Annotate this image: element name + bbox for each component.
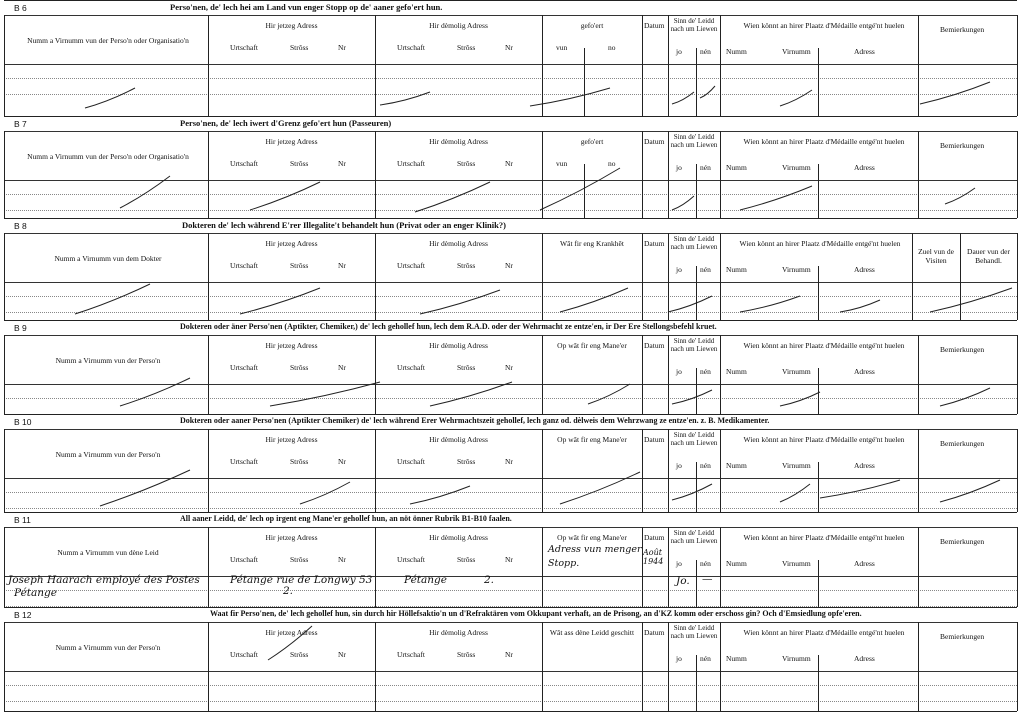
section-title: Dokteren oder äner Perso'nen (Aptikter, Chemiker,) de' lech gehollef hun, lech dem R.A.D. oder der Wehrmacht ze entze'en, ir Der Ere Stellongsbefehl kruet. [180, 322, 717, 331]
alive-header: Sinn de' Leidd nach um Liewen [670, 624, 718, 640]
medal-header: Wien könnt an hirer Plaatz d'Médaille entgé'nt huelen [743, 435, 905, 444]
header-bottom-line [4, 282, 1017, 283]
column-divider [4, 131, 5, 218]
former-address-header: Hir dèmolig Adress [429, 21, 488, 30]
no-label: nén [700, 367, 711, 376]
column-divider [4, 622, 5, 711]
section-border-top [4, 116, 1017, 117]
former-place-label: Urtschaft [397, 650, 425, 659]
column-divider [642, 15, 643, 116]
current-place-label: Urtschaft [230, 363, 258, 372]
title-underline [4, 335, 1017, 336]
section-code: B 10 [14, 417, 32, 427]
current-address-header: Hir jetzeg Adress [265, 435, 318, 444]
remarks-header: Bemierkungen [940, 141, 985, 150]
column-divider [720, 335, 721, 414]
medal-header: Wien könnt an hirer Plaatz d'Médaille entgé'nt huelen [739, 239, 901, 248]
former-nr-label: Nr [505, 43, 513, 52]
current-nr-label: Nr [338, 555, 346, 564]
current-place-label: Urtschaft [230, 261, 258, 270]
yes-label: jo [676, 47, 682, 56]
handwritten-town: Pétange [14, 587, 57, 599]
row-dotted-line [4, 194, 1017, 195]
column-divider [720, 429, 721, 512]
column-divider [4, 429, 5, 512]
column-divider [720, 233, 721, 320]
medal-name-label: Numm [726, 47, 747, 56]
current-street-label: Strôss [290, 159, 309, 168]
current-street-label: Strôss [290, 363, 309, 372]
medal-address-label: Adress [854, 163, 875, 172]
yes-no-divider [696, 560, 697, 607]
column-divider [918, 131, 919, 218]
handwritten-name: Joseph Haarach employé des Postes [8, 574, 200, 586]
former-nr-label: Nr [505, 555, 513, 564]
datum-header: Datum [644, 533, 665, 542]
from-label: vun [556, 43, 568, 52]
former-street-label: Strôss [457, 555, 476, 564]
header-bottom-line [4, 671, 1017, 672]
former-nr-label: Nr [505, 363, 513, 372]
current-nr-label: Nr [338, 261, 346, 270]
former-street-label: Strôss [457, 363, 476, 372]
row-dotted-line [4, 701, 1017, 702]
medal-firstname-label: Virnumm [782, 265, 811, 274]
medal-address-label: Adress [854, 47, 875, 56]
former-address-header: Hir dèmolig Adress [429, 341, 488, 350]
datum-header: Datum [644, 341, 665, 350]
medal-divider [818, 368, 819, 414]
current-street-label: Strôss [290, 555, 309, 564]
column4-header: gefo'ert [580, 21, 604, 30]
column4-header: Op wât fir eng Mane'er [557, 435, 627, 444]
column-divider [918, 429, 919, 512]
yes-no-divider [696, 266, 697, 320]
column-divider [720, 622, 721, 711]
remarks-header: Bemierkungen [940, 439, 985, 448]
section-border-top [4, 218, 1017, 219]
medal-address-label: Adress [854, 654, 875, 663]
former-place-label: Urtschaft [397, 363, 425, 372]
medal-header: Wien könnt an hirer Plaatz d'Médaille entgé'nt huelen [743, 137, 905, 146]
page-bottom-line [4, 711, 1017, 712]
row-dotted-line [4, 508, 1017, 509]
column4-header: Wât ass dène Leidd geschitt [549, 628, 635, 637]
handwritten-former-nr: 2. [484, 574, 495, 586]
row-dotted-line [4, 398, 1017, 399]
row-dotted-line [4, 312, 1017, 313]
yes-no-divider [696, 48, 697, 116]
current-address-header: Hir jetzeg Adress [265, 628, 318, 637]
current-address-header: Hir jetzeg Adress [265, 137, 318, 146]
former-place-label: Urtschaft [397, 159, 425, 168]
section-code: B 11 [14, 515, 31, 525]
column-divider [1017, 429, 1018, 512]
handwritten-yes: Jo. [676, 575, 690, 587]
title-underline [4, 131, 1017, 132]
datum-header: Datum [644, 628, 665, 637]
column-divider [1017, 15, 1018, 116]
medal-name-label: Numm [726, 163, 747, 172]
column4-header: Op wât fir eng Mane'er [557, 533, 627, 542]
former-address-header: Hir dèmolig Adress [429, 533, 488, 542]
medal-name-label: Numm [726, 367, 747, 376]
medal-name-label: Numm [726, 265, 747, 274]
section-title: Waat fir Perso'nen, de' lech gehollef hun, sin durch hir Höllefsaktio'n un d'Refraktären vom Okkupant verhaft, an de Prisong, an d'KZ komm oder erschoss gin? Och d'Emsiedlung opfe'eren. [210, 609, 862, 618]
column-divider [4, 335, 5, 414]
no-label: nén [700, 163, 711, 172]
column-divider [4, 15, 5, 116]
medal-firstname-label: Virnumm [782, 47, 811, 56]
handwritten-current-nr: 2. [283, 585, 294, 597]
section-border-top [4, 512, 1017, 513]
former-address-header: Hir dèmolig Adress [429, 239, 488, 248]
column-divider [960, 233, 961, 320]
header-bottom-line [4, 64, 1017, 65]
header-bottom-line [4, 384, 1017, 385]
column-divider [918, 335, 919, 414]
remarks-header: Bemierkungen [940, 25, 985, 34]
current-address-header: Hir jetzeg Adress [265, 341, 318, 350]
remarks-header: Bemierkungen [940, 537, 985, 546]
former-street-label: Strôss [457, 43, 476, 52]
medal-name-label: Numm [726, 559, 747, 568]
no-label: nén [700, 47, 711, 56]
row-dotted-line [4, 296, 1017, 297]
column-divider [642, 335, 643, 414]
title-underline [4, 527, 1017, 528]
column4-header: Wât fir eng Krankhêt [560, 239, 624, 248]
current-street-label: Strôss [290, 261, 309, 270]
datum-header: Datum [644, 435, 665, 444]
column-divider [4, 527, 5, 607]
medal-header: Wien könnt an hirer Plaatz d'Médaille entgé'nt huelen [743, 628, 905, 637]
yes-no-divider [696, 368, 697, 414]
current-street-label: Strôss [290, 43, 309, 52]
current-nr-label: Nr [338, 650, 346, 659]
no-label: nén [700, 265, 711, 274]
former-nr-label: Nr [505, 159, 513, 168]
current-street-label: Strôss [290, 457, 309, 466]
from-label: vun [556, 159, 568, 168]
section-code: B 12 [14, 610, 32, 620]
medal-divider [818, 462, 819, 512]
title-underline [4, 429, 1017, 430]
title-underline [4, 15, 1017, 16]
medal-address-label: Adress [854, 461, 875, 470]
medal-address-label: Adress [854, 367, 875, 376]
datum-header: Datum [644, 137, 665, 146]
yes-label: jo [676, 367, 682, 376]
yes-label: jo [676, 559, 682, 568]
section-border-top [4, 320, 1017, 321]
current-nr-label: Nr [338, 159, 346, 168]
section-title: Dokteren oder aaner Perso'nen (Aptikter Chemiker) de' lech während Erer Wehrmachtszeit gehollef, lech ganz od. dèlweis dem Wehrzwang ze entze'en. z. B. Medikamenter. [180, 416, 770, 425]
handwritten-current-address: Pétange rue de Longwy 53 [230, 574, 373, 586]
medal-divider [818, 266, 819, 320]
yes-label: jo [676, 163, 682, 172]
medal-divider [818, 655, 819, 711]
datum-header: Datum [644, 21, 665, 30]
former-address-header: Hir dèmolig Adress [429, 435, 488, 444]
column-name-header: Numm a Virnumm vun dem Dokter [54, 254, 162, 263]
former-street-label: Strôss [457, 650, 476, 659]
former-place-label: Urtschaft [397, 457, 425, 466]
remarks-header: Bemierkungen [940, 345, 985, 354]
medal-divider [818, 48, 819, 116]
yes-no-divider [696, 164, 697, 218]
section-title: Perso'nen, de' lech iwert d'Grenz gefo'ert hun (Passeuren) [180, 118, 392, 128]
medal-firstname-label: Virnumm [782, 654, 811, 663]
column-divider [918, 622, 919, 711]
column-divider [1017, 233, 1018, 320]
column-name-header: Numm a Virnumm vun der Perso'n oder Organisatio'n [27, 152, 189, 161]
former-nr-label: Nr [505, 650, 513, 659]
section-code: B 8 [14, 221, 27, 231]
column-name-header: Numm a Virnumm vun der Perso'n oder Organisatio'n [27, 36, 189, 45]
column-divider [642, 233, 643, 320]
column-name-header: Numm a Virnumm vun der Perso'n [55, 450, 161, 459]
column-divider [4, 233, 5, 320]
column4-header: gefo'ert [580, 137, 604, 146]
column-name-header: Numm a Virnumm vun dène Leid [57, 548, 159, 557]
yes-label: jo [676, 461, 682, 470]
section-border-top [4, 0, 1017, 1]
yes-label: jo [676, 654, 682, 663]
treatment-header: Dauer vun der Behandl. [967, 247, 1010, 265]
medal-header: Wien könnt an hirer Plaatz d'Médaille entgé'nt huelen [743, 341, 905, 350]
yes-no-divider [696, 462, 697, 512]
handwritten-former-address: Pétange [404, 574, 447, 586]
handwritten-manner: Adress vun menger [548, 544, 642, 555]
section-title: Dokteren de' lech während E'rer Illegalite't behandelt hun (Privat oder an enger Klinik?) [182, 220, 506, 230]
alive-header: Sinn de' Leidd nach um Liewen [670, 17, 718, 33]
column-name-header: Numm a Virnumm vun der Perso'n [55, 356, 161, 365]
medal-name-label: Numm [726, 461, 747, 470]
medal-address-label: Adress [854, 559, 875, 568]
column-divider [918, 527, 919, 607]
section-title: Perso'nen, de' lech hei am Land vun enger Stopp op de' aaner gefo'ert hun. [170, 2, 443, 12]
medal-firstname-label: Virnumm [782, 559, 811, 568]
row-dotted-line [4, 94, 1017, 95]
column-divider [642, 131, 643, 218]
handwritten-manner-2: Stopp. [548, 558, 580, 569]
alive-header: Sinn de' Leidd nach um Liewen [670, 133, 718, 149]
title-underline [4, 233, 1017, 234]
handwritten-date: Août 1944 [643, 548, 664, 566]
row-dotted-line [4, 492, 1017, 493]
medal-name-label: Numm [726, 654, 747, 663]
no-label: nén [700, 461, 711, 470]
current-nr-label: Nr [338, 363, 346, 372]
column-divider [1017, 622, 1018, 711]
column-divider [1017, 335, 1018, 414]
section-title: All aaner Leidd, de' lech op irgent eng Mane'er gehollef hun, an nöt önner Rubrik B1-B10 faalen. [180, 514, 512, 523]
from-to-divider [584, 164, 585, 218]
header-bottom-line [4, 180, 1017, 181]
former-address-header: Hir dèmolig Adress [429, 628, 488, 637]
current-place-label: Urtschaft [230, 43, 258, 52]
alive-header: Sinn de' Leidd nach um Liewen [670, 529, 718, 545]
medal-firstname-label: Virnumm [782, 461, 811, 470]
current-address-header: Hir jetzeg Adress [265, 21, 318, 30]
alive-header: Sinn de' Leidd nach um Liewen [670, 337, 718, 353]
column4-header: Op wât fir eng Mane'er [557, 341, 627, 350]
former-street-label: Strôss [457, 261, 476, 270]
column-divider [720, 15, 721, 116]
column-divider [720, 527, 721, 607]
section-code: B 9 [14, 323, 27, 333]
medal-address-label: Adress [854, 265, 875, 274]
row-dotted-line [4, 590, 1017, 591]
current-nr-label: Nr [338, 457, 346, 466]
former-address-header: Hir dèmolig Adress [429, 137, 488, 146]
to-label: no [608, 43, 616, 52]
column-divider [1017, 527, 1018, 607]
former-nr-label: Nr [505, 457, 513, 466]
from-to-divider [584, 48, 585, 116]
former-nr-label: Nr [505, 261, 513, 270]
section-border-top [4, 414, 1017, 415]
medal-header: Wien könnt an hirer Plaatz d'Médaille entgé'nt huelen [743, 533, 905, 542]
medal-firstname-label: Virnumm [782, 163, 811, 172]
former-place-label: Urtschaft [397, 43, 425, 52]
current-address-header: Hir jetzeg Adress [265, 239, 318, 248]
medal-divider [818, 164, 819, 218]
current-nr-label: Nr [338, 43, 346, 52]
yes-no-divider [696, 655, 697, 711]
medal-divider [818, 560, 819, 607]
section-code: B 7 [14, 119, 27, 129]
yes-label: jo [676, 265, 682, 274]
column-divider [642, 622, 643, 711]
row-dotted-line [4, 78, 1017, 79]
column-name-header: Numm a Virnumm vun der Perso'n [55, 643, 161, 652]
column-divider [918, 15, 919, 116]
alive-header: Sinn de' Leidd nach um Liewen [670, 431, 718, 447]
handwritten-dash: — [702, 573, 713, 585]
section-code: B 6 [14, 3, 27, 13]
column-divider [720, 131, 721, 218]
no-label: nén [700, 559, 711, 568]
medal-firstname-label: Virnumm [782, 367, 811, 376]
former-street-label: Strôss [457, 159, 476, 168]
to-label: no [608, 159, 616, 168]
section-border-top [4, 607, 1017, 608]
remarks-header: Bemierkungen [940, 632, 985, 641]
former-place-label: Urtschaft [397, 261, 425, 270]
current-street-label: Strôss [290, 650, 309, 659]
visits-header: Zuel vun de Visiten [918, 247, 954, 265]
datum-header: Datum [644, 239, 665, 248]
medal-header: Wien könnt an hirer Plaatz d'Médaille entgé'nt huelen [743, 21, 905, 30]
current-place-label: Urtschaft [230, 159, 258, 168]
no-label: nén [700, 654, 711, 663]
current-place-label: Urtschaft [230, 457, 258, 466]
title-underline [4, 622, 1017, 623]
former-street-label: Strôss [457, 457, 476, 466]
alive-header: Sinn de' Leidd nach um Liewen [670, 235, 718, 251]
current-place-label: Urtschaft [230, 555, 258, 564]
column-divider [1017, 131, 1018, 218]
current-address-header: Hir jetzeg Adress [265, 533, 318, 542]
column-divider [642, 527, 643, 607]
row-dotted-line [4, 210, 1017, 211]
column-divider [642, 429, 643, 512]
column-divider [912, 233, 913, 320]
former-place-label: Urtschaft [397, 555, 425, 564]
header-bottom-line [4, 478, 1017, 479]
row-dotted-line [4, 685, 1017, 686]
current-place-label: Urtschaft [230, 650, 258, 659]
